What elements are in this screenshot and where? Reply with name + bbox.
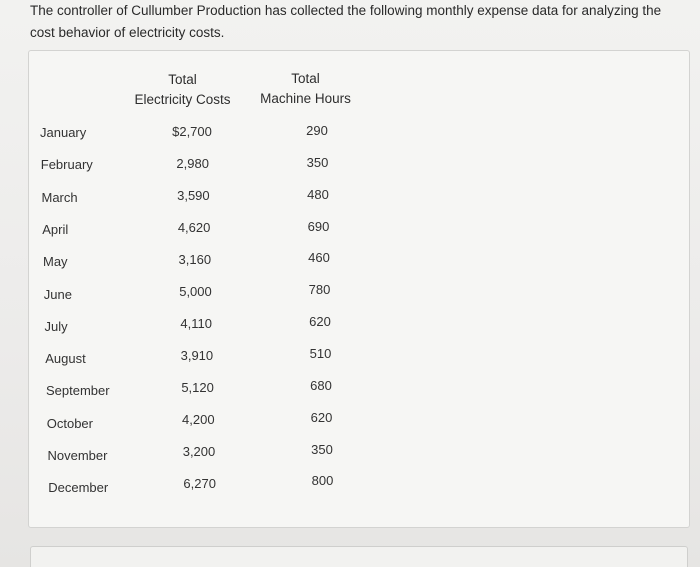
electricity-cost-cell: 4,200: [182, 412, 215, 427]
table-row: [0, 220, 700, 240]
table-row: [0, 409, 700, 433]
electricity-cost-cell: 5,120: [181, 380, 214, 395]
month-cell: December: [48, 480, 109, 496]
month-cell: July: [44, 318, 68, 334]
electricity-cost-cell: 3,910: [180, 348, 214, 363]
month-cell: November: [47, 448, 108, 463]
machine-hours-cell: 680: [310, 377, 332, 393]
electricity-cost-cell: $2,700: [172, 124, 212, 139]
month-cell: May: [43, 254, 68, 270]
table-row: [0, 441, 700, 465]
electricity-cost-cell: 5,000: [179, 284, 212, 299]
machine-hours-cell: 350: [311, 441, 333, 457]
machine-hours-cell: 460: [308, 250, 330, 266]
electricity-cost-cell: 4,620: [177, 220, 211, 235]
electricity-cost-cell: 3,200: [182, 444, 216, 459]
table-row: [0, 377, 700, 401]
header-hours-line1: Total: [291, 71, 320, 86]
machine-hours-cell: 620: [309, 314, 331, 330]
month-cell: September: [46, 383, 110, 399]
table-row: [0, 124, 700, 144]
table-row: [0, 252, 700, 272]
electricity-cost-cell: 3,160: [178, 252, 212, 267]
table-row: [0, 156, 700, 176]
header-machine-hours: [248, 69, 363, 109]
table-row: [0, 282, 700, 305]
machine-hours-cell: 620: [310, 409, 333, 425]
electricity-cost-cell: 2,980: [176, 156, 209, 171]
month-cell: June: [43, 286, 72, 302]
machine-hours-cell: 480: [307, 186, 329, 202]
month-cell: February: [40, 157, 93, 173]
machine-hours-cell: 780: [308, 282, 331, 298]
month-cell: January: [40, 125, 87, 140]
header-cost-line1: Total: [168, 72, 197, 87]
electricity-cost-cell: 3,590: [177, 188, 210, 203]
month-cell: October: [46, 415, 93, 431]
header-cost-line2: Electricity Costs: [134, 92, 231, 107]
month-cell: April: [42, 221, 69, 237]
table-row: [0, 345, 700, 369]
table-row: [0, 314, 700, 337]
header-electricity-costs: [120, 70, 245, 110]
table-row: [0, 473, 700, 497]
machine-hours-cell: 800: [311, 473, 334, 489]
header-hours-line2: Machine Hours: [260, 91, 351, 106]
month-cell: March: [41, 189, 78, 205]
month-cell: August: [45, 351, 86, 367]
answer-panel: [30, 546, 688, 567]
machine-hours-cell: 510: [309, 345, 332, 361]
machine-hours-cell: 290: [306, 123, 328, 138]
electricity-cost-cell: 4,110: [180, 316, 212, 331]
machine-hours-cell: 690: [307, 218, 330, 234]
machine-hours-cell: 350: [306, 154, 329, 170]
electricity-cost-cell: 6,270: [183, 476, 216, 491]
problem-statement: The controller of Cullumber Production has collected the following monthly expense data for analyzing the cost behavior of electricity costs.: [30, 3, 662, 40]
table-row: [0, 188, 700, 208]
